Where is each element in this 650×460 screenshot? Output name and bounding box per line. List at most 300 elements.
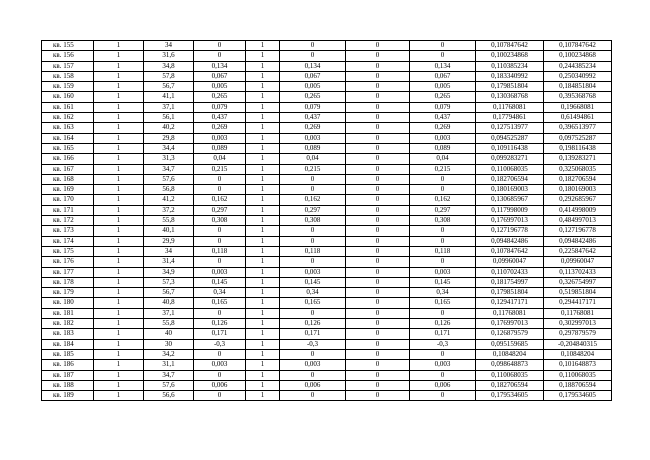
table-row [42, 143, 612, 153]
table-cell: -0,204840315 [544, 339, 612, 349]
apartment-cell: кв. 157 [42, 61, 94, 71]
table-cell: 40,8 [144, 298, 194, 308]
table-cell: 0 [410, 51, 476, 61]
table-cell: 0 [346, 370, 410, 380]
table-cell: 1 [94, 360, 144, 370]
table-row [42, 288, 612, 298]
table-cell: 0,269 [280, 123, 346, 133]
table-row [42, 277, 612, 287]
table-cell: 0,107847642 [544, 41, 612, 51]
table-cell: 0,005 [410, 82, 476, 92]
table-cell: 0,10848204 [476, 349, 544, 359]
table-cell: 0 [346, 51, 410, 61]
table-cell: 0,003 [194, 133, 246, 143]
table-cell: 0,182706594 [476, 380, 544, 390]
apartment-cell: кв. 165 [42, 143, 94, 153]
apartment-cell: кв. 173 [42, 226, 94, 236]
table-cell: 41,1 [144, 92, 194, 102]
table-cell: 1 [94, 205, 144, 215]
table-row [42, 257, 612, 267]
table-cell: 0,097525287 [544, 133, 612, 143]
table-cell: 1 [94, 41, 144, 51]
table-cell: 0,11768081 [544, 308, 612, 318]
table-row [42, 164, 612, 174]
table-cell: 37,2 [144, 205, 194, 215]
table-cell: 0,269 [410, 123, 476, 133]
table-cell: 1 [246, 391, 280, 401]
table-cell: 0,126 [410, 319, 476, 329]
table-cell: 0,134 [194, 61, 246, 71]
table-body [42, 41, 612, 401]
table-cell: 0 [194, 226, 246, 236]
table-row [42, 133, 612, 143]
table-cell: 0 [346, 133, 410, 143]
table-cell: 1 [246, 360, 280, 370]
table-cell: 0,11768081 [476, 102, 544, 112]
table-cell: 0 [410, 391, 476, 401]
table-row [42, 339, 612, 349]
table-cell: 0,089 [194, 143, 246, 153]
table-cell: 0,244385234 [544, 61, 612, 71]
apartment-cell: кв. 175 [42, 246, 94, 256]
table-cell: 30 [144, 339, 194, 349]
table-cell: 0,10848204 [544, 349, 612, 359]
table-cell: 56,7 [144, 288, 194, 298]
table-cell: 0,107847642 [476, 41, 544, 51]
table-cell: 0,127196778 [476, 226, 544, 236]
table-cell: 0,134 [280, 61, 346, 71]
table-row [42, 226, 612, 236]
table-cell: 0,003 [410, 267, 476, 277]
apartment-cell: кв. 186 [42, 360, 94, 370]
apartment-cell: кв. 174 [42, 236, 94, 246]
table-cell: 1 [246, 123, 280, 133]
table-cell: 1 [246, 51, 280, 61]
table-cell: 1 [94, 185, 144, 195]
table-cell: 0,34 [280, 288, 346, 298]
table-cell: 0 [346, 246, 410, 256]
table-cell: 0 [194, 349, 246, 359]
table-cell: 0,003 [194, 267, 246, 277]
table-cell: 1 [94, 164, 144, 174]
table-cell: 1 [94, 51, 144, 61]
apartment-cell: кв. 166 [42, 154, 94, 164]
table-cell: 1 [94, 257, 144, 267]
table-row [42, 102, 612, 112]
table-cell: 56,1 [144, 113, 194, 123]
table-cell: 1 [246, 205, 280, 215]
table-cell: 0,006 [194, 380, 246, 390]
table-cell: 37,1 [144, 308, 194, 318]
table-cell: 0,079 [410, 102, 476, 112]
apartment-cell: кв. 158 [42, 71, 94, 81]
table-cell: 0,179851804 [476, 288, 544, 298]
table-cell: 0,110385234 [476, 61, 544, 71]
table-cell: 0 [346, 102, 410, 112]
table-cell: 1 [246, 133, 280, 143]
table-cell: 0,09960047 [476, 257, 544, 267]
table-cell: 0,126879579 [476, 329, 544, 339]
apartment-cell: кв. 169 [42, 185, 94, 195]
apartment-cell: кв. 161 [42, 102, 94, 112]
table-cell: 57,6 [144, 380, 194, 390]
table-cell: 1 [94, 329, 144, 339]
table-cell: 1 [94, 61, 144, 71]
table-cell: 1 [246, 164, 280, 174]
table-cell: 1 [94, 123, 144, 133]
table-cell: 0,145 [194, 277, 246, 287]
table-cell: 0,003 [194, 360, 246, 370]
table-cell: 37,1 [144, 102, 194, 112]
table-cell: 56,6 [144, 391, 194, 401]
apartment-cell: кв. 168 [42, 174, 94, 184]
table-cell: 0,110068035 [476, 370, 544, 380]
table-cell: 0,005 [194, 82, 246, 92]
table-cell: 1 [94, 143, 144, 153]
table-cell: 56,8 [144, 185, 194, 195]
table-cell: 0,067 [280, 71, 346, 81]
apartment-cell: кв. 180 [42, 298, 94, 308]
table-cell: 0,094842486 [544, 236, 612, 246]
table-cell: 0,265 [194, 92, 246, 102]
table-cell: 0,171 [410, 329, 476, 339]
table-cell: 0,095159685 [476, 339, 544, 349]
table-row [42, 92, 612, 102]
table-cell: 1 [246, 277, 280, 287]
table-cell: 0,179851804 [476, 82, 544, 92]
table-cell: -0,3 [410, 339, 476, 349]
table-cell: 0 [194, 308, 246, 318]
table-row [42, 319, 612, 329]
table-cell: 0 [346, 380, 410, 390]
table-cell: 0,61494861 [544, 113, 612, 123]
table-cell: 1 [246, 246, 280, 256]
table-cell: 34,7 [144, 164, 194, 174]
table-cell: 0 [280, 370, 346, 380]
table-cell: 1 [94, 195, 144, 205]
apartment-cell: кв. 155 [42, 41, 94, 51]
table-cell: 0 [194, 391, 246, 401]
table-cell: 0,101648873 [544, 360, 612, 370]
table-cell: 0,006 [410, 380, 476, 390]
table-cell: 34,7 [144, 370, 194, 380]
apartment-cell: кв. 162 [42, 113, 94, 123]
table-cell: 0,117998009 [476, 205, 544, 215]
table-row [42, 391, 612, 401]
table-cell: 0 [194, 51, 246, 61]
table-cell: 1 [94, 236, 144, 246]
table-cell: 0,099283271 [476, 154, 544, 164]
table-row [42, 236, 612, 246]
table-row [42, 360, 612, 370]
table-cell: 0,176997013 [476, 319, 544, 329]
table-row [42, 71, 612, 81]
table-cell: 0,519851804 [544, 288, 612, 298]
apartment-cell: кв. 171 [42, 205, 94, 215]
table-cell: 0,297 [410, 205, 476, 215]
table-cell: 34,4 [144, 143, 194, 153]
apartment-cell: кв. 185 [42, 349, 94, 359]
table-cell: 0 [280, 41, 346, 51]
table-cell: 0 [346, 154, 410, 164]
apartment-cell: кв. 188 [42, 380, 94, 390]
table-cell: 0,265 [280, 92, 346, 102]
table-cell: 0 [194, 174, 246, 184]
table-row [42, 298, 612, 308]
table-cell: 0,34 [194, 288, 246, 298]
table-cell: 0 [346, 185, 410, 195]
table-cell: 1 [94, 226, 144, 236]
table-cell: 0,11768081 [476, 308, 544, 318]
table-cell: 1 [94, 277, 144, 287]
table-cell: 0,188706594 [544, 380, 612, 390]
table-cell: 0,130368768 [476, 92, 544, 102]
apartment-cell: кв. 172 [42, 216, 94, 226]
table-cell: 0 [346, 308, 410, 318]
table-cell: 0,215 [194, 164, 246, 174]
table-cell: 0,437 [194, 113, 246, 123]
table-row [42, 82, 612, 92]
apartment-cell: кв. 176 [42, 257, 94, 267]
table-cell: 1 [246, 298, 280, 308]
table-cell: 0,139283271 [544, 154, 612, 164]
table-cell: 0,003 [410, 133, 476, 143]
table-cell: 1 [246, 308, 280, 318]
table-cell: 0 [346, 319, 410, 329]
apartment-cell: кв. 181 [42, 308, 94, 318]
table-cell: 0,067 [194, 71, 246, 81]
table-row [42, 174, 612, 184]
table-row [42, 246, 612, 256]
table-cell: 0,003 [280, 360, 346, 370]
table-cell: 0,414998009 [544, 205, 612, 215]
table-cell: 0 [280, 174, 346, 184]
table-cell: 0,110068035 [544, 370, 612, 380]
table-cell: 0,127196778 [544, 226, 612, 236]
table-cell: 0 [280, 51, 346, 61]
table-cell: 0,09960047 [544, 257, 612, 267]
table-cell: 1 [246, 370, 280, 380]
table-cell: 34 [144, 246, 194, 256]
table-cell: 0 [194, 257, 246, 267]
table-cell: 1 [94, 154, 144, 164]
table-cell: 31,4 [144, 257, 194, 267]
table-cell: 0,215 [410, 164, 476, 174]
table-cell: 41,2 [144, 195, 194, 205]
table-cell: 0,04 [410, 154, 476, 164]
table-cell: 0,089 [280, 143, 346, 153]
table-cell: 0,094525287 [476, 133, 544, 143]
table-cell: 55,8 [144, 319, 194, 329]
table-cell: 0,171 [280, 329, 346, 339]
table-cell: 0,003 [280, 267, 346, 277]
table-cell: 0,118 [280, 246, 346, 256]
table-cell: 0,162 [280, 195, 346, 205]
table-row [42, 51, 612, 61]
table-row [42, 329, 612, 339]
apartment-cell: кв. 163 [42, 123, 94, 133]
table-cell: 29,9 [144, 236, 194, 246]
table-row [42, 380, 612, 390]
table-cell: 0 [410, 257, 476, 267]
table-cell: 0,089 [410, 143, 476, 153]
table-cell: 0,198116438 [544, 143, 612, 153]
table-cell: 0,302997013 [544, 319, 612, 329]
table-cell: 34 [144, 41, 194, 51]
table-cell: 1 [246, 257, 280, 267]
table-cell: 0,098648873 [476, 360, 544, 370]
table-cell: 0,184851804 [544, 82, 612, 92]
table-cell: 0,265 [410, 92, 476, 102]
table-row [42, 154, 612, 164]
table-cell: 0,171 [194, 329, 246, 339]
table-row [42, 308, 612, 318]
table-row [42, 267, 612, 277]
table-cell: 40 [144, 329, 194, 339]
table-cell: 0,110702433 [476, 267, 544, 277]
table-cell: 0,129417171 [476, 298, 544, 308]
table-cell: 57,3 [144, 277, 194, 287]
apartment-cell: кв. 189 [42, 391, 94, 401]
table-cell: 0,269 [194, 123, 246, 133]
table-cell: -0,3 [194, 339, 246, 349]
table-cell: 55,8 [144, 216, 194, 226]
table-cell: 1 [94, 102, 144, 112]
table-cell: 0,165 [194, 298, 246, 308]
table-cell: 1 [246, 174, 280, 184]
table-cell: 1 [94, 92, 144, 102]
table-cell: 1 [246, 143, 280, 153]
apartment-cell: кв. 159 [42, 82, 94, 92]
table-cell: 0,34 [410, 288, 476, 298]
table-cell: 0,126 [280, 319, 346, 329]
table-cell: 0 [346, 123, 410, 133]
table-cell: 0 [194, 236, 246, 246]
table-cell: 0,162 [194, 195, 246, 205]
table-cell: 0,326754997 [544, 277, 612, 287]
table-cell: 1 [246, 82, 280, 92]
table-cell: 1 [246, 380, 280, 390]
table-cell: 0 [346, 164, 410, 174]
table-cell: 0,437 [410, 113, 476, 123]
table-cell: 1 [246, 61, 280, 71]
table-cell: 0,003 [410, 360, 476, 370]
table-cell: 0,094842486 [476, 236, 544, 246]
table-cell: 57,6 [144, 174, 194, 184]
table-cell: 0 [346, 71, 410, 81]
table-cell: 0,437 [280, 113, 346, 123]
table-cell: 0,006 [280, 380, 346, 390]
apartment-cell: кв. 187 [42, 370, 94, 380]
table-cell: 0,182706594 [544, 174, 612, 184]
table-cell: 0 [410, 308, 476, 318]
table-cell: 1 [94, 71, 144, 81]
table-row [42, 195, 612, 205]
apartment-cell: кв. 182 [42, 319, 94, 329]
table-cell: 1 [246, 216, 280, 226]
table-cell: 0,130685967 [476, 195, 544, 205]
table-cell: 0,17794861 [476, 113, 544, 123]
table-cell: 0 [280, 257, 346, 267]
table-cell: 1 [246, 102, 280, 112]
table-cell: 31,1 [144, 360, 194, 370]
apartment-cell: кв. 170 [42, 195, 94, 205]
table-cell: 0,183340992 [476, 71, 544, 81]
table-cell: 0,179534605 [544, 391, 612, 401]
table-row [42, 185, 612, 195]
table-cell: 0,067 [410, 71, 476, 81]
table-cell: 1 [246, 329, 280, 339]
table-cell: 1 [246, 41, 280, 51]
table-cell: 0,118 [194, 246, 246, 256]
table-row [42, 123, 612, 133]
table-cell: 0 [346, 236, 410, 246]
table-cell: 0 [346, 174, 410, 184]
table-cell: 1 [94, 82, 144, 92]
table-cell: 0 [280, 308, 346, 318]
table-cell: 0,165 [280, 298, 346, 308]
table-cell: 0,04 [194, 154, 246, 164]
table-cell: 0,180169003 [476, 185, 544, 195]
table-cell: 1 [94, 319, 144, 329]
table-cell: 0 [346, 257, 410, 267]
table-cell: 0,04 [280, 154, 346, 164]
table-cell: 0,19668081 [544, 102, 612, 112]
table-cell: 1 [246, 236, 280, 246]
table-cell: 1 [246, 288, 280, 298]
table-cell: 1 [246, 185, 280, 195]
table-cell: 1 [94, 370, 144, 380]
table-cell: 0 [410, 226, 476, 236]
table-cell: 29,8 [144, 133, 194, 143]
table-cell: 0,118 [410, 246, 476, 256]
apartment-cell: кв. 167 [42, 164, 94, 174]
table-cell: 1 [94, 267, 144, 277]
table-cell: 0 [410, 41, 476, 51]
table-cell: 1 [246, 154, 280, 164]
apartment-cell: кв. 177 [42, 267, 94, 277]
table-cell: 0,484997013 [544, 216, 612, 226]
table-cell: 0,297 [280, 205, 346, 215]
table-cell: 0,225847642 [544, 246, 612, 256]
table-cell: 0 [410, 349, 476, 359]
table-cell: -0,3 [280, 339, 346, 349]
table-cell: 1 [94, 308, 144, 318]
table-cell: 0,107847642 [476, 246, 544, 256]
table-cell: 1 [246, 226, 280, 236]
table-cell: 40,2 [144, 123, 194, 133]
table-cell: 0,113702433 [544, 267, 612, 277]
table-row [42, 61, 612, 71]
table-cell: 1 [246, 349, 280, 359]
table-cell: 0,079 [280, 102, 346, 112]
table-cell: 0,181754997 [476, 277, 544, 287]
table-cell: 0 [410, 185, 476, 195]
table-cell: 0,179534605 [476, 391, 544, 401]
table-cell: 1 [94, 298, 144, 308]
table-cell: 1 [246, 319, 280, 329]
apartment-cell: кв. 156 [42, 51, 94, 61]
table-cell: 0,396513977 [544, 123, 612, 133]
table-cell: 56,7 [144, 82, 194, 92]
table-cell: 0,292685967 [544, 195, 612, 205]
table-cell: 34,9 [144, 267, 194, 277]
table-cell: 0,215 [280, 164, 346, 174]
table-cell: 0 [346, 288, 410, 298]
table-cell: 0,126 [194, 319, 246, 329]
table-cell: 0 [346, 195, 410, 205]
table-cell: 1 [94, 339, 144, 349]
